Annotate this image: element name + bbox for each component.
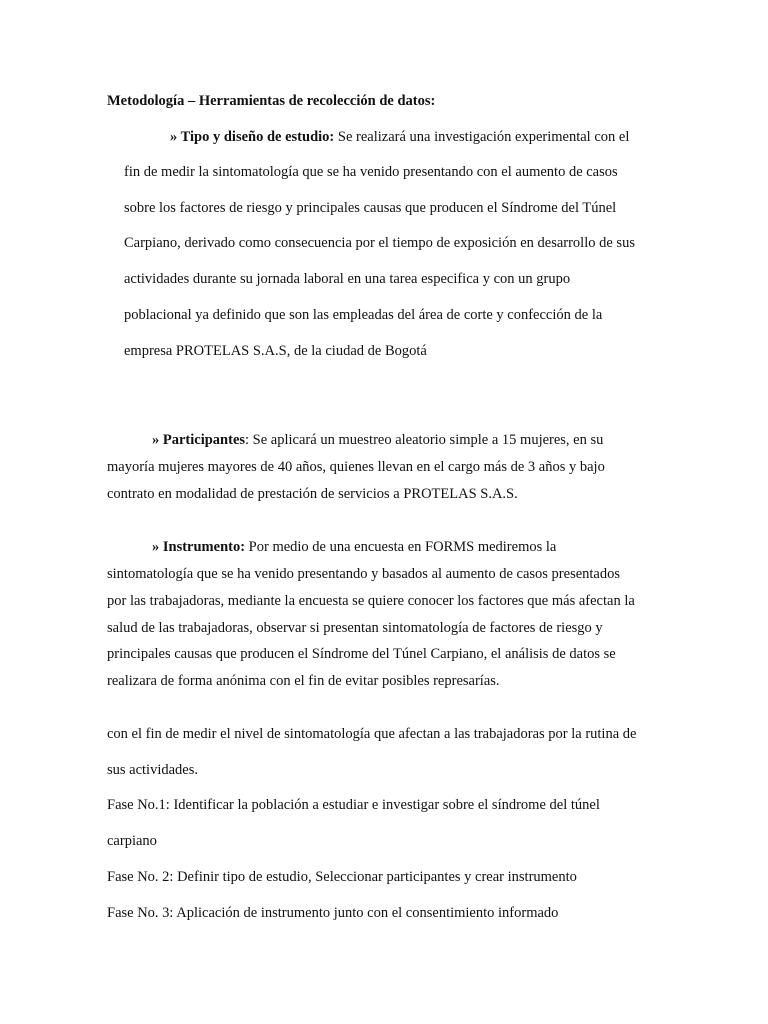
instrumento-text: Por medio de una encuesta en FORMS mediremos la [245, 539, 557, 555]
instrumento-paragraph-line-5: principales causas que producen el Síndrome del Túnel Carpiano, el análisis de datos se [107, 646, 616, 662]
fase-3: Fase No. 3: Aplicación de instrumento junto con el consentimiento informado [107, 905, 559, 921]
instrumento-label: » Instrumento: [152, 539, 246, 555]
closing-paragraph-line-1: con el fin de medir el nivel de sintomatología que afectan a las trabajadoras por la rutina de [107, 726, 637, 742]
instrumento-paragraph-line-6: realizara de forma anónima con el fin de evitar posibles represarías. [107, 673, 500, 689]
tipo-paragraph-line-1 [170, 128, 629, 146]
participantes-paragraph-line-2: mayoría mujeres mayores de 40 años, quienes llevan en el cargo más de 3 años y bajo [107, 459, 605, 475]
fase-1-line-1: Fase No.1: Identificar la población a estudiar e investigar sobre el síndrome del túnel [107, 797, 600, 813]
tipo-paragraph-line-7: empresa PROTELAS S.A.S, de la ciudad de Bogotá [124, 343, 427, 359]
participantes-label: » Participantes [152, 432, 246, 448]
tipo-paragraph-line-6: poblacional ya definido que son las empleadas del área de corte y confección de la [124, 307, 603, 323]
tipo-paragraph-line-2: fin de medir la sintomatología que se ha venido presentando con el aumento de casos [124, 164, 618, 180]
heading-text: Metodología – Herramientas de recolección de datos: [107, 93, 436, 109]
participantes-paragraph-line-1 [152, 431, 603, 449]
participantes-text: : Se aplicará un muestreo aleatorio simple a 15 mujeres, en su [245, 432, 604, 448]
tipo-paragraph-line-4: Carpiano, derivado como consecuencia por el tiempo de exposición en desarrollo de sus [124, 235, 635, 251]
fase-1-line-2: carpiano [107, 833, 157, 849]
fase-2: Fase No. 2: Definir tipo de estudio, Seleccionar participantes y crear instrumento [107, 869, 577, 885]
tipo-label: » Tipo y diseño de estudio: [170, 129, 335, 145]
tipo-paragraph-line-3: sobre los factores de riesgo y principales causas que producen el Síndrome del Túnel [124, 200, 617, 216]
tipo-paragraph-line-5: actividades durante su jornada laboral en una tarea especifica y con un grupo [124, 271, 571, 287]
tipo-text: Se realizará una investigación experimental con el [334, 129, 630, 145]
document-heading [107, 92, 435, 110]
instrumento-paragraph-line-4: salud de las trabajadoras, observar si presentan sintomatología de factores de riesgo y [107, 620, 603, 636]
instrumento-paragraph-line-2: sintomatología que se ha venido presentando y basados al aumento de casos presentados [107, 566, 621, 582]
participantes-paragraph-line-3: contrato en modalidad de prestación de servicios a PROTELAS S.A.S. [107, 486, 518, 502]
instrumento-paragraph-line-1 [152, 538, 556, 556]
closing-paragraph-line-2: sus actividades. [107, 762, 199, 778]
instrumento-paragraph-line-3: por las trabajadoras, mediante la encuesta se quiere conocer los factores que más afectan la [107, 593, 635, 609]
